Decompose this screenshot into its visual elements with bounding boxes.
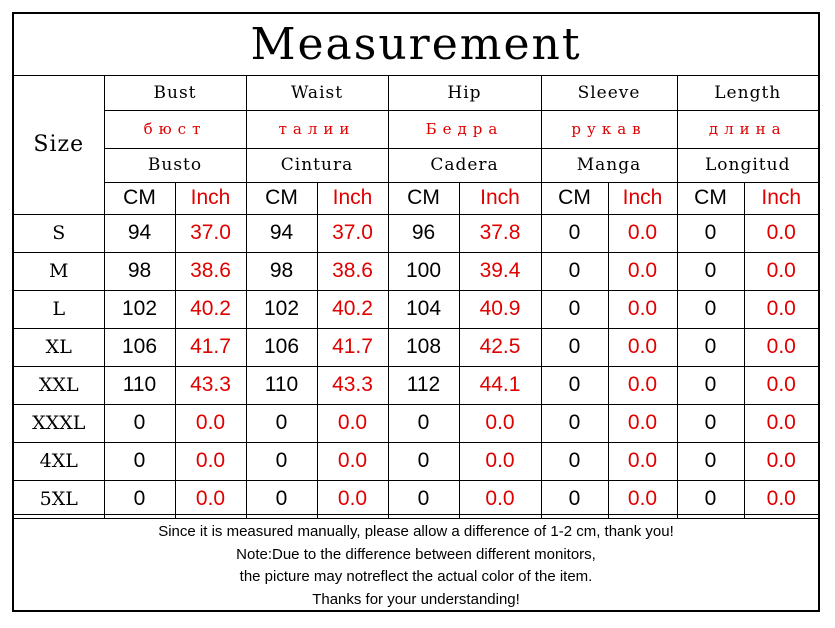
inch-value: 0.0 [317, 442, 388, 480]
inch-value: 0.0 [608, 290, 677, 328]
cm-value: 110 [104, 366, 175, 404]
header-row-english [14, 76, 818, 110]
cm-value: 0 [246, 480, 317, 518]
cm-value: 0 [541, 252, 608, 290]
size-label: XL [14, 328, 104, 366]
column-header-hip-ru: Бедра [388, 110, 541, 148]
column-header-hip: Hip [388, 76, 541, 110]
size-label: 5XL [14, 480, 104, 518]
cm-value: 0 [388, 480, 459, 518]
inch-value: 37.0 [317, 214, 388, 252]
cm-value: 0 [541, 328, 608, 366]
size-label: XXXL [14, 404, 104, 442]
inch-value: 38.6 [317, 252, 388, 290]
inch-value: 40.2 [175, 290, 246, 328]
column-header-bust-es: Busto [104, 148, 246, 182]
size-label: XXL [14, 366, 104, 404]
unit-inch-label: Inch [175, 182, 246, 214]
column-header-hip-es: Cadera [388, 148, 541, 182]
cm-value: 94 [104, 214, 175, 252]
inch-value: 37.0 [175, 214, 246, 252]
cm-value: 0 [541, 366, 608, 404]
unit-inch-label: Inch [317, 182, 388, 214]
inch-value: 0.0 [608, 328, 677, 366]
inch-value: 0.0 [608, 442, 677, 480]
size-table [14, 76, 818, 519]
table-row [14, 214, 818, 252]
inch-value: 43.3 [317, 366, 388, 404]
cm-value: 0 [677, 252, 744, 290]
inch-value: 0.0 [744, 480, 818, 518]
size-label: L [14, 290, 104, 328]
inch-value: 0.0 [459, 404, 541, 442]
cm-value: 106 [246, 328, 317, 366]
page-title: Measurement [14, 14, 818, 76]
column-header-sleeve-ru: рукав [541, 110, 677, 148]
note-line: Since it is measured manually, please allow a difference of 1-2 cm, thank you! [158, 523, 674, 540]
notes [14, 514, 818, 610]
inch-value: 0.0 [317, 480, 388, 518]
inch-value: 41.7 [175, 328, 246, 366]
cm-value: 0 [541, 442, 608, 480]
inch-value: 0.0 [175, 442, 246, 480]
cm-value: 0 [677, 328, 744, 366]
column-header-sleeve-es: Manga [541, 148, 677, 182]
column-header-bust: Bust [104, 76, 246, 110]
inch-value: 43.3 [175, 366, 246, 404]
inch-value: 41.7 [317, 328, 388, 366]
table-row [14, 366, 818, 404]
inch-value: 39.4 [459, 252, 541, 290]
cm-value: 0 [677, 290, 744, 328]
cm-value: 98 [104, 252, 175, 290]
inch-value: 38.6 [175, 252, 246, 290]
cm-value: 0 [104, 480, 175, 518]
cm-value: 102 [104, 290, 175, 328]
cm-value: 0 [541, 214, 608, 252]
unit-cm-label: CM [246, 182, 317, 214]
column-header-length-es: Longitud [677, 148, 818, 182]
unit-cm-label: CM [388, 182, 459, 214]
table-row [14, 252, 818, 290]
unit-inch-label: Inch [459, 182, 541, 214]
inch-value: 37.8 [459, 214, 541, 252]
cm-value: 98 [246, 252, 317, 290]
inch-value: 40.9 [459, 290, 541, 328]
cm-value: 0 [246, 442, 317, 480]
inch-value: 0.0 [744, 404, 818, 442]
inch-value: 0.0 [175, 480, 246, 518]
unit-inch-label: Inch [608, 182, 677, 214]
column-header-length-ru: длина [677, 110, 818, 148]
cm-value: 0 [541, 404, 608, 442]
table-row [14, 328, 818, 366]
cm-value: 102 [246, 290, 317, 328]
header-row-spanish [14, 148, 818, 182]
unit-cm-label: CM [677, 182, 744, 214]
inch-value: 42.5 [459, 328, 541, 366]
size-label: M [14, 252, 104, 290]
cm-value: 0 [677, 404, 744, 442]
unit-cm-label: CM [541, 182, 608, 214]
inch-value: 0.0 [744, 328, 818, 366]
cm-value: 0 [677, 366, 744, 404]
size-label: 4XL [14, 442, 104, 480]
table-row [14, 442, 818, 480]
inch-value: 44.1 [459, 366, 541, 404]
inch-value: 0.0 [744, 366, 818, 404]
inch-value: 0.0 [317, 404, 388, 442]
unit-row [14, 182, 818, 214]
note-line: Note:Due to the difference between different monitors, [236, 545, 596, 563]
inch-value: 0.0 [608, 480, 677, 518]
cm-value: 0 [104, 404, 175, 442]
cm-value: 104 [388, 290, 459, 328]
inch-value: 0.0 [744, 290, 818, 328]
inch-value: 0.0 [608, 366, 677, 404]
column-header-waist-ru: талии [246, 110, 388, 148]
column-header-waist: Waist [246, 76, 388, 110]
table-row [14, 290, 818, 328]
cm-value: 108 [388, 328, 459, 366]
cm-value: 0 [677, 480, 744, 518]
cm-value: 0 [388, 442, 459, 480]
cm-value: 112 [388, 366, 459, 404]
inch-value: 0.0 [744, 252, 818, 290]
unit-cm-label: CM [104, 182, 175, 214]
inch-value: 0.0 [608, 252, 677, 290]
header-row-russian [14, 110, 818, 148]
column-header-length: Length [677, 76, 818, 110]
size-column-header: Size [14, 76, 104, 214]
cm-value: 0 [388, 404, 459, 442]
cm-value: 100 [388, 252, 459, 290]
note-line: Thanks for your understanding! [312, 590, 520, 608]
inch-value: 0.0 [175, 404, 246, 442]
cm-value: 94 [246, 214, 317, 252]
column-header-bust-ru: бюст [104, 110, 246, 148]
table-row [14, 404, 818, 442]
inch-value: 0.0 [608, 404, 677, 442]
inch-value: 0.0 [744, 214, 818, 252]
cm-value: 0 [104, 442, 175, 480]
cm-value: 96 [388, 214, 459, 252]
cm-value: 0 [677, 214, 744, 252]
column-header-waist-es: Cintura [246, 148, 388, 182]
unit-inch-label: Inch [744, 182, 818, 214]
inch-value: 0.0 [459, 442, 541, 480]
cm-value: 0 [677, 442, 744, 480]
cm-value: 0 [541, 290, 608, 328]
cm-value: 0 [246, 404, 317, 442]
inch-value: 0.0 [459, 480, 541, 518]
cm-value: 106 [104, 328, 175, 366]
size-label: S [14, 214, 104, 252]
size-chart [12, 12, 820, 612]
inch-value: 0.0 [608, 214, 677, 252]
inch-value: 0.0 [744, 442, 818, 480]
cm-value: 110 [246, 366, 317, 404]
inch-value: 40.2 [317, 290, 388, 328]
cm-value: 0 [541, 480, 608, 518]
column-header-sleeve: Sleeve [541, 76, 677, 110]
table-row [14, 480, 818, 518]
note-line: the picture may notreflect the actual color of the item. [239, 568, 593, 585]
